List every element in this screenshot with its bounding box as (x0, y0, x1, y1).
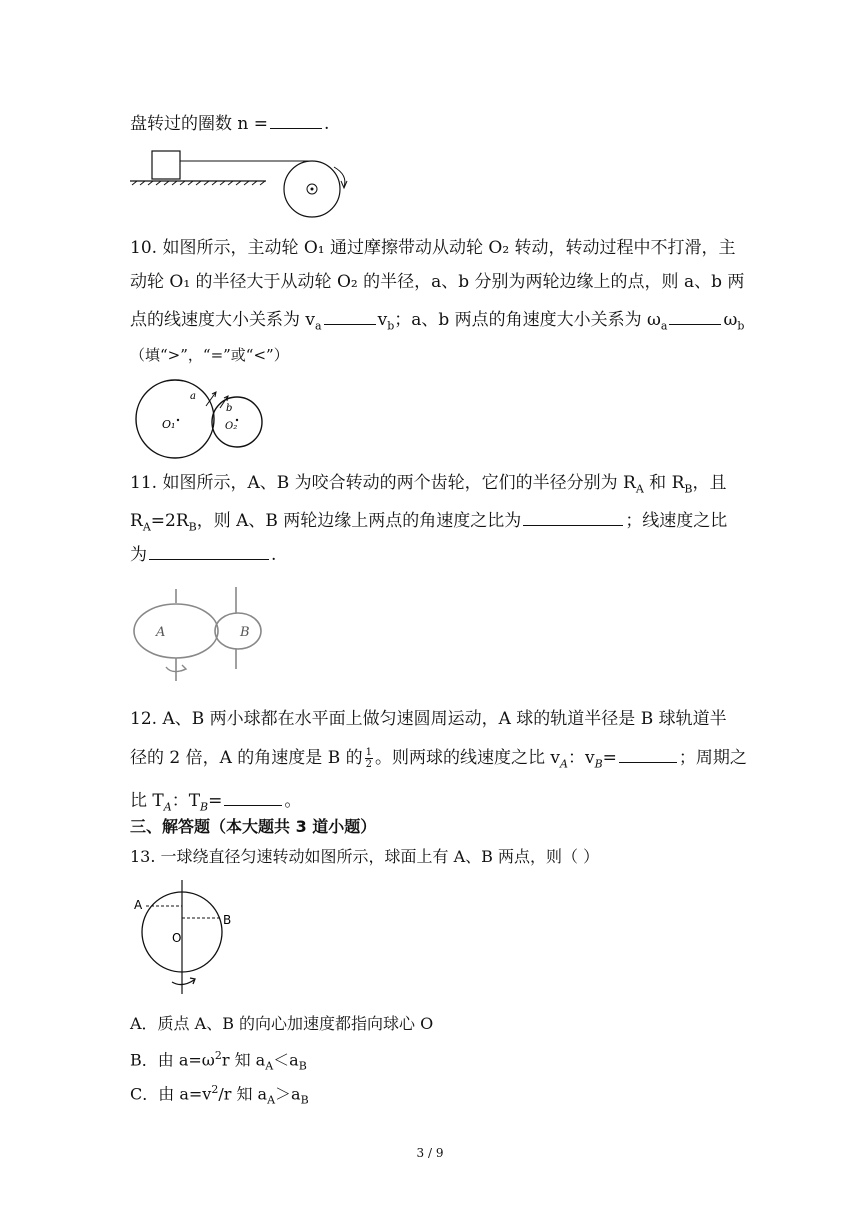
q11-fig-b: B (240, 625, 250, 640)
q10-line2: 动轮 O₁ 的半径大于从动轮 O₂ 的半径，a、b 分别为两轮边缘上的点，则 a、b 两 (130, 272, 745, 292)
q13-optc-sub-a: A (267, 1093, 276, 1107)
section-heading: 三、解答题（本大题共 3 道小题） (130, 817, 377, 836)
q12-vb-sub: B (594, 757, 603, 771)
q10-omega-b-sub: b (737, 319, 745, 333)
q11-line2-sub-b: B (188, 520, 197, 534)
q10-omega-b-label: ω (723, 310, 738, 330)
q12-line2-mid: 。则两球的线速度之比 v (374, 748, 560, 768)
q10-velocity-blank[interactable] (324, 306, 376, 325)
q11-angular-ratio-blank[interactable] (523, 507, 623, 526)
q10-friction-wheels-figure (128, 378, 288, 460)
page-number: 3 / 9 (416, 1146, 444, 1160)
q10-va-label: 点的线速度大小关系为 v (130, 310, 316, 330)
q13-fig-a: A (134, 898, 143, 912)
q13-stem: 13. 一球绕直径匀速转动如图所示，球面上有 A、B 两点，则（ ） (130, 847, 600, 866)
q9-tail-text: 盘转过的圈数 n = (130, 114, 269, 134)
q10-fig-o1: O₁ (162, 418, 176, 431)
q11-fig-a: A (156, 625, 166, 640)
q13-fig-b: B (223, 913, 232, 927)
q11-rb-sub: B (684, 482, 693, 496)
q12-line2-pre: 径的 2 倍，A 的角速度是 B 的 (130, 748, 363, 768)
q10-line4: （填“>”，“=”或“<”） (130, 346, 289, 364)
q10-vb-label: v (377, 310, 388, 330)
q12-va-sub: A (560, 757, 568, 771)
q12-frac-den: 2 (365, 759, 372, 770)
q11-line1-mid: 和 R (643, 473, 685, 493)
q10-line1: 10. 如图所示，主动轮 O₁ 通过摩擦带动从动轮 O₂ 转动，转动过程中不打滑，主 (130, 238, 736, 258)
q13-optb-pre: B．由 a=ω (130, 1050, 215, 1070)
q10-fig-o2: O₂ (225, 421, 238, 432)
q12-line2 (130, 744, 747, 776)
q10-omega-a-sub: a (660, 319, 668, 333)
q11-line2-pre: R (130, 511, 143, 531)
q13-optc-mid: /r 知 a (218, 1084, 268, 1104)
q11-line2 (130, 507, 727, 539)
q10-vb-sub: b (387, 319, 395, 333)
q10-fig-a: a (190, 391, 196, 402)
q9-tail-line (130, 110, 329, 136)
q13-optc-sup: 2 (211, 1083, 219, 1096)
q10-omega-blank[interactable] (669, 306, 721, 325)
q12-velocity-ratio-blank[interactable] (619, 744, 677, 763)
q13-optb-sub-a: A (265, 1059, 274, 1073)
q10-fig-b: b (226, 403, 233, 414)
q12-line3-end: 。 (284, 791, 302, 811)
q13-fig-o: O (172, 931, 182, 945)
q13-optb-mid: r 知 a (221, 1050, 266, 1070)
q12-line2-colon: ：v (567, 748, 595, 768)
q13-optb-sup: 2 (214, 1049, 222, 1062)
q11-line1-pre: 11. 如图所示，A、B 为咬合转动的两个齿轮，它们的半径分别为 R (130, 473, 636, 493)
q12-line3-eq: = (208, 791, 223, 811)
q13-optc-pre: C．由 a=v (130, 1084, 212, 1104)
q13-option-b[interactable] (130, 1044, 307, 1079)
q13-sphere-figure (128, 878, 248, 996)
q12-line1: 12. A、B 两小球都在水平面上做匀速圆周运动，A 球的轨道半径是 B 球轨道半 (130, 709, 727, 729)
q13-optc-rel: ＞a (275, 1084, 301, 1104)
q11-line2-end: ，则 A、B 两轮边缘上两点的角速度之比为 (196, 511, 522, 531)
q10-line3 (130, 306, 744, 338)
q12-ta-sub: A (163, 800, 172, 814)
q13-option-c[interactable] (130, 1078, 309, 1113)
q10-va-sub: a (315, 319, 322, 333)
q11-line1-end: ，且 (692, 473, 727, 493)
q11-line1 (130, 471, 726, 501)
q9-tail-end: . (324, 114, 330, 134)
q12-half-fraction (365, 747, 373, 770)
q12-line2-end: ；周期之 (678, 748, 747, 768)
q13-optb-rel: ＜a (273, 1050, 299, 1070)
q11-line2-sub-a: A (142, 520, 151, 534)
q11-gears-figure (128, 585, 278, 685)
q12-line2-eq: = (602, 748, 617, 768)
q12-line3-colon: ：T (171, 791, 201, 811)
q11-line3-end: . (271, 545, 277, 565)
q12-period-ratio-blank[interactable] (224, 787, 282, 806)
q11-line3 (130, 541, 276, 567)
q13-optc-sub-b: B (300, 1093, 309, 1107)
q13-optb-sub-b: B (298, 1059, 307, 1073)
q9-block-wheel-figure (128, 145, 368, 223)
q12-tb-sub: B (200, 800, 209, 814)
q11-linear-ratio-blank[interactable] (149, 541, 269, 560)
q11-line2-mid: =2R (150, 511, 189, 531)
q11-line2-tail: ；线速度之比 (625, 511, 728, 531)
q11-line3-pre: 为 (130, 545, 147, 565)
q12-line3-pre: 比 T (130, 791, 164, 811)
q11-ra-sub: A (635, 482, 644, 496)
q12-frac-num: 1 (365, 747, 372, 758)
q9-answer-blank[interactable] (270, 110, 322, 129)
q10-line3-mid: ；a、b 两点的角速度大小关系为 ω (394, 310, 661, 330)
q13-option-a[interactable]: A．质点 A、B 的向心加速度都指向球心 O (130, 1014, 434, 1033)
